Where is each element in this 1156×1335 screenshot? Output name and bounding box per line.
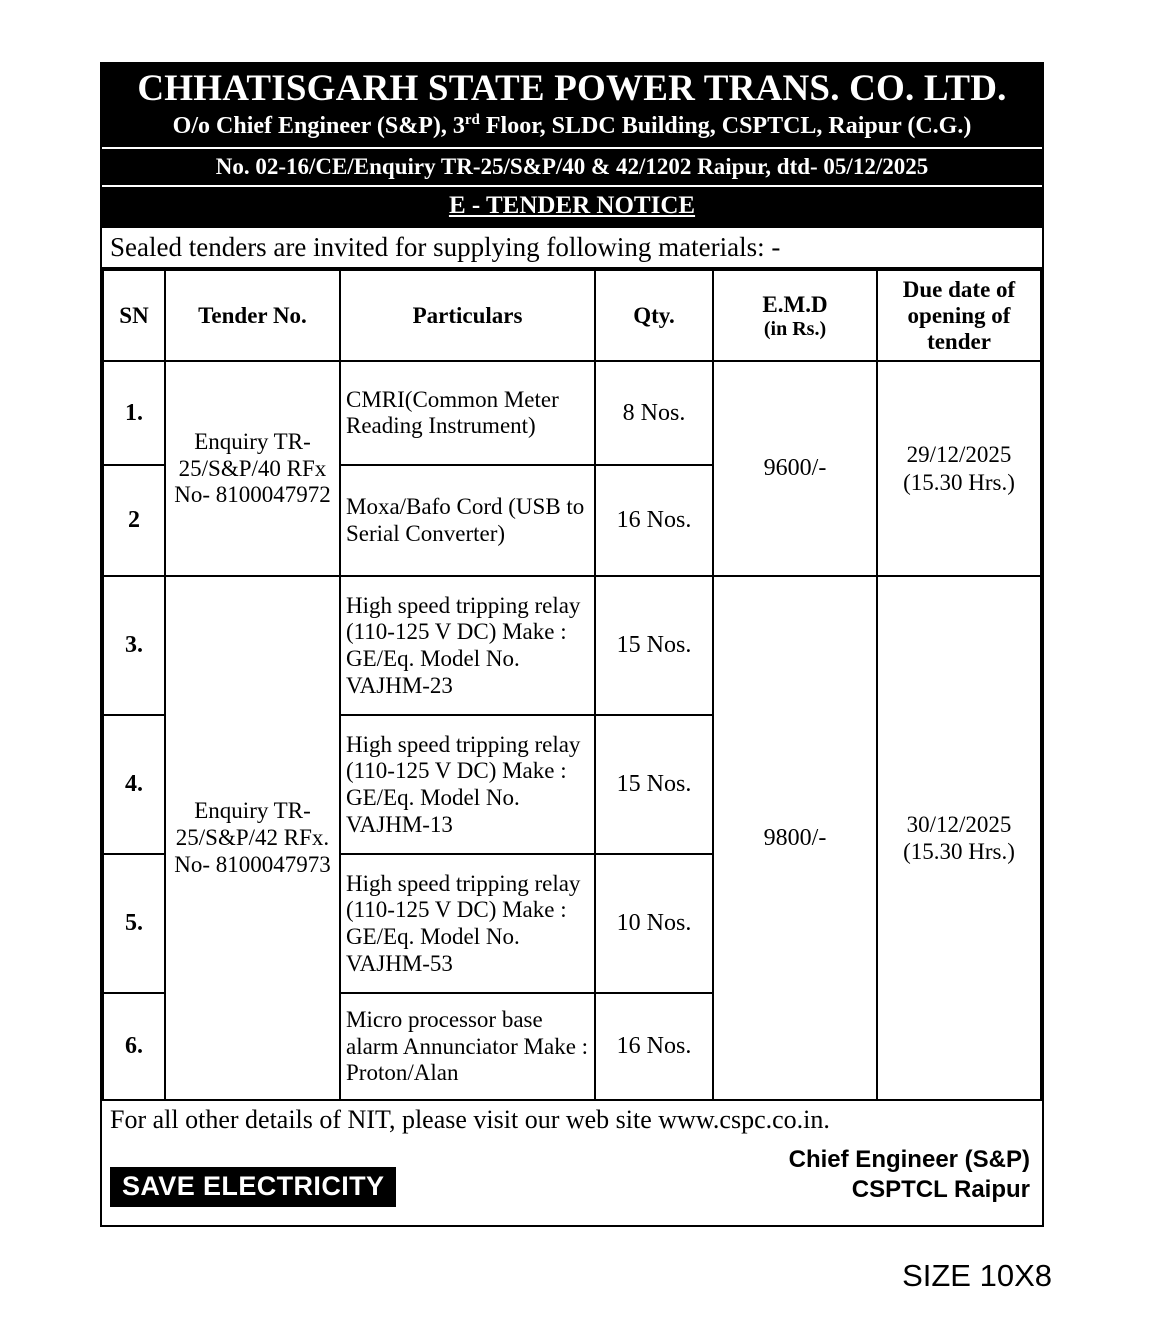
table-header-row [103, 270, 1041, 361]
etender-notice-title [102, 185, 1042, 226]
cell-sn: 5. [103, 854, 165, 993]
column-header-due-date: Due date of opening of tender [877, 270, 1041, 361]
office-address-post: Floor, SLDC Building, CSPTCL, Raipur (C.G.) [479, 112, 972, 139]
due-time-value: (15.30 Hrs.) [903, 469, 1015, 495]
cell-tender-no: Enquiry TR-25/S&P/40 RFx No- 8100047972 [165, 361, 340, 576]
cell-qty: 10 Nos. [595, 854, 713, 993]
cell-particulars: High speed tripping relay (110-125 V DC) Make : GE/Eq. Model No. VAJHM-53 [340, 854, 595, 993]
tender-notice [100, 62, 1044, 1227]
signature-block [789, 1145, 1030, 1205]
cell-particulars: High speed tripping relay (110-125 V DC) Make : GE/Eq. Model No. VAJHM-13 [340, 715, 595, 854]
header-band [102, 64, 1042, 226]
cell-sn: 1. [103, 361, 165, 465]
footer-row [102, 1139, 1042, 1225]
cell-sn: 4. [103, 715, 165, 854]
footer-note: For all other details of NIT, please visit our web site www.cspc.co.in. [110, 1105, 830, 1135]
office-address-sup: rd [464, 111, 480, 128]
signature-designation: Chief Engineer (S&P) [788, 1146, 1030, 1174]
cell-qty: 16 Nos. [595, 993, 713, 1100]
office-address-pre: O/o Chief Engineer (S&P), 3 [172, 112, 465, 139]
cell-sn: 2 [103, 465, 165, 576]
column-header-emd [713, 270, 877, 361]
cell-particulars: CMRI(Common Meter Reading Instrument) [340, 361, 595, 465]
column-header-particulars: Particulars [340, 270, 595, 361]
cell-qty: 16 Nos. [595, 465, 713, 576]
cell-particulars: High speed tripping relay (110-125 V DC) Make : GE/Eq. Model No. VAJHM-23 [340, 576, 595, 715]
size-label: SIZE 10X8 [902, 1258, 1052, 1293]
column-header-sn: SN [103, 270, 165, 361]
due-date-value: 30/12/2025 [906, 811, 1012, 837]
cell-due-date [877, 361, 1041, 576]
table-row [103, 361, 1041, 465]
cell-sn: 3. [103, 576, 165, 715]
column-header-emd-sub: (in Rs.) [763, 317, 827, 340]
cell-qty: 15 Nos. [595, 576, 713, 715]
column-header-emd-main: E.M.D [762, 291, 828, 317]
tender-table [102, 269, 1042, 1101]
cell-emd: 9800/- [713, 576, 877, 1100]
signature-office: CSPTCL Raipur [851, 1176, 1030, 1204]
cell-tender-no: Enquiry TR-25/S&P/42 RFx. No- 8100047973 [165, 576, 340, 1100]
office-address [102, 110, 1042, 147]
cell-due-date [877, 576, 1041, 1100]
reference-number: No. 02-16/CE/Enquiry TR-25/S&P/40 & 42/1202 Raipur, dtd- 05/12/2025 [102, 147, 1042, 185]
column-header-qty: Qty. [595, 270, 713, 361]
company-title: CHHATISGARH STATE POWER TRANS. CO. LTD. [137, 68, 1007, 109]
table-row [103, 576, 1041, 715]
cell-particulars: Micro processor base alarm Annunciator Make : Proton/Alan [340, 993, 595, 1100]
column-header-tender-no: Tender No. [165, 270, 340, 361]
cell-qty: 15 Nos. [595, 715, 713, 854]
save-electricity-badge: SAVE ELECTRICITY [110, 1167, 396, 1207]
cell-qty: 8 Nos. [595, 361, 713, 465]
cell-particulars: Moxa/Bafo Cord (USB to Serial Converter) [340, 465, 595, 576]
cell-sn: 6. [103, 993, 165, 1100]
due-date-value: 29/12/2025 [906, 442, 1012, 468]
intro-text: Sealed tenders are invited for supplying following materials: - [102, 226, 1042, 270]
etender-notice-title-text: E - TENDER NOTICE [448, 191, 696, 219]
cell-emd: 9600/- [713, 361, 877, 576]
due-time-value: (15.30 Hrs.) [903, 839, 1015, 865]
